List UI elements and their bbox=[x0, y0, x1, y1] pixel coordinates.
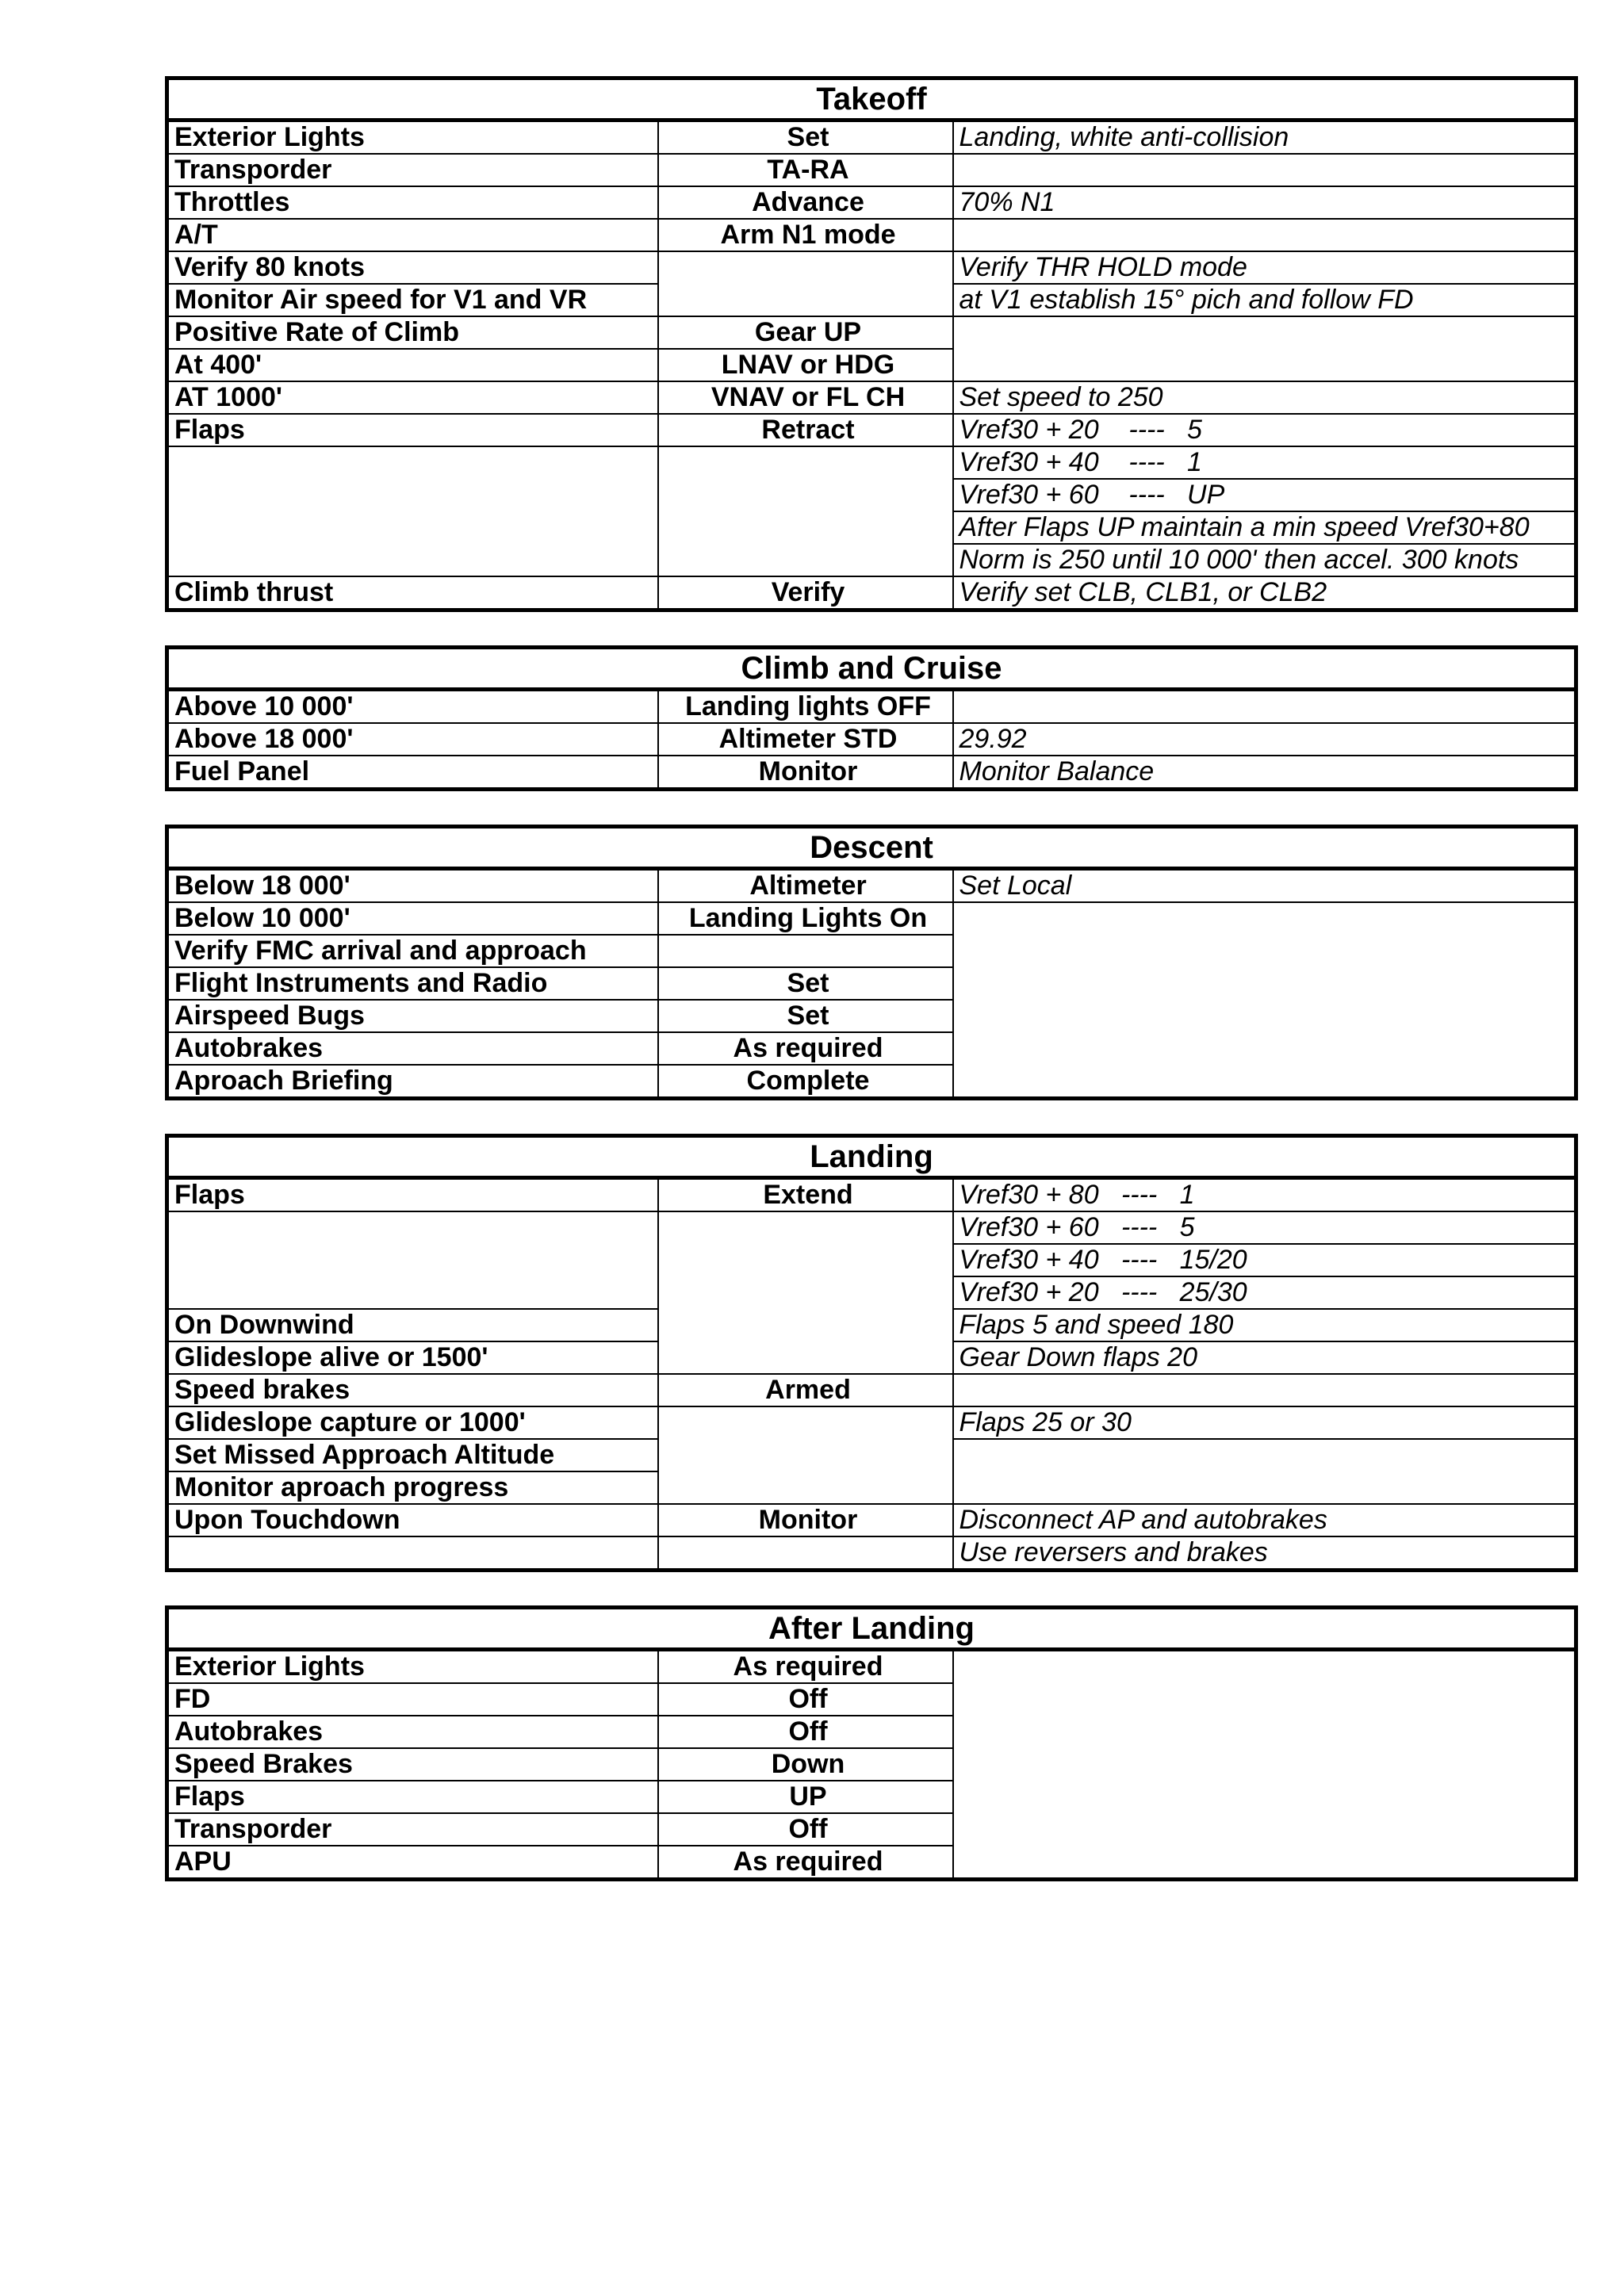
note-cell bbox=[953, 219, 1576, 251]
table-row bbox=[167, 446, 1576, 479]
section-title: Takeoff bbox=[167, 78, 1576, 121]
action-cell: Landing lights OFF bbox=[658, 690, 953, 724]
note-cell bbox=[953, 1439, 1576, 1504]
item-cell: At 400' bbox=[167, 349, 658, 381]
action-cell: Armed bbox=[658, 1374, 953, 1406]
action-cell: Landing Lights On bbox=[658, 902, 953, 935]
item-cell bbox=[167, 1211, 658, 1309]
action-cell: Advance bbox=[658, 186, 953, 219]
item-cell bbox=[167, 1536, 658, 1571]
action-cell: Verify bbox=[658, 576, 953, 610]
note-cell: Verify set CLB, CLB1, or CLB2 bbox=[953, 576, 1576, 610]
note-cell: Vref30 + 80 ---- 1 bbox=[953, 1178, 1576, 1212]
note-cell: Vref30 + 40 ---- 15/20 bbox=[953, 1244, 1576, 1276]
table-row bbox=[167, 723, 1576, 756]
item-cell: Flaps bbox=[167, 1178, 658, 1212]
note-cell bbox=[953, 902, 1576, 1099]
table-row bbox=[167, 186, 1576, 219]
item-cell: Speed Brakes bbox=[167, 1748, 658, 1781]
table-row bbox=[167, 381, 1576, 414]
note-cell: 29.92 bbox=[953, 723, 1576, 756]
note-cell: Set speed to 250 bbox=[953, 381, 1576, 414]
table-row bbox=[167, 1374, 1576, 1406]
note-cell: Vref30 + 60 ---- UP bbox=[953, 479, 1576, 511]
action-cell: Down bbox=[658, 1748, 953, 1781]
action-cell: Set bbox=[658, 1000, 953, 1032]
table-row bbox=[167, 869, 1576, 903]
table-row bbox=[167, 690, 1576, 724]
action-cell: Off bbox=[658, 1813, 953, 1846]
item-cell: Flight Instruments and Radio bbox=[167, 967, 658, 1000]
note-cell bbox=[953, 1650, 1576, 1880]
climb-cruise-table bbox=[165, 645, 1578, 791]
section-title: Climb and Cruise bbox=[167, 648, 1576, 690]
item-cell: Above 10 000' bbox=[167, 690, 658, 724]
item-cell: Monitor Air speed for V1 and VR bbox=[167, 284, 658, 316]
table-row bbox=[167, 1406, 1576, 1439]
action-cell: Gear UP bbox=[658, 316, 953, 349]
note-cell: Gear Down flaps 20 bbox=[953, 1341, 1576, 1374]
item-cell: Verify 80 knots bbox=[167, 251, 658, 284]
table-row bbox=[167, 121, 1576, 155]
item-cell: On Downwind bbox=[167, 1309, 658, 1341]
note-cell: Use reversers and brakes bbox=[953, 1536, 1576, 1571]
table-row bbox=[167, 756, 1576, 790]
landing-table bbox=[165, 1134, 1578, 1572]
item-cell: Exterior Lights bbox=[167, 1650, 658, 1684]
note-cell: 70% N1 bbox=[953, 186, 1576, 219]
item-cell: Positive Rate of Climb bbox=[167, 316, 658, 349]
item-cell: Flaps bbox=[167, 414, 658, 446]
note-cell: Vref30 + 60 ---- 5 bbox=[953, 1211, 1576, 1244]
action-cell bbox=[658, 1211, 953, 1374]
note-cell: Flaps 5 and speed 180 bbox=[953, 1309, 1576, 1341]
item-cell: Verify FMC arrival and approach bbox=[167, 935, 658, 967]
action-cell: VNAV or FL CH bbox=[658, 381, 953, 414]
action-cell: Altimeter bbox=[658, 869, 953, 903]
table-row bbox=[167, 902, 1576, 935]
item-cell: Exterior Lights bbox=[167, 121, 658, 155]
note-cell bbox=[953, 154, 1576, 186]
action-cell: Altimeter STD bbox=[658, 723, 953, 756]
action-cell bbox=[658, 446, 953, 576]
note-cell: Verify THR HOLD mode bbox=[953, 251, 1576, 284]
action-cell: Retract bbox=[658, 414, 953, 446]
note-cell: After Flaps UP maintain a min speed Vref30+80 bbox=[953, 511, 1576, 544]
item-cell: Fuel Panel bbox=[167, 756, 658, 790]
table-row bbox=[167, 576, 1576, 610]
action-cell: As required bbox=[658, 1846, 953, 1880]
section-title: Landing bbox=[167, 1136, 1576, 1178]
item-cell: Below 10 000' bbox=[167, 902, 658, 935]
action-cell: Complete bbox=[658, 1065, 953, 1099]
item-cell: Climb thrust bbox=[167, 576, 658, 610]
action-cell bbox=[658, 251, 953, 316]
note-cell: Vref30 + 20 ---- 5 bbox=[953, 414, 1576, 446]
table-row bbox=[167, 316, 1576, 349]
note-cell bbox=[953, 1374, 1576, 1406]
item-cell: A/T bbox=[167, 219, 658, 251]
table-row bbox=[167, 1211, 1576, 1244]
item-cell: Transporder bbox=[167, 154, 658, 186]
item-cell bbox=[167, 446, 658, 576]
takeoff-table bbox=[165, 76, 1578, 612]
item-cell: Speed brakes bbox=[167, 1374, 658, 1406]
item-cell: Below 18 000' bbox=[167, 869, 658, 903]
note-cell: Landing, white anti-collision bbox=[953, 121, 1576, 155]
table-row bbox=[167, 219, 1576, 251]
action-cell: TA-RA bbox=[658, 154, 953, 186]
note-cell: Set Local bbox=[953, 869, 1576, 903]
action-cell: Set bbox=[658, 967, 953, 1000]
note-cell: Vref30 + 20 ---- 25/30 bbox=[953, 1276, 1576, 1309]
action-cell: Extend bbox=[658, 1178, 953, 1212]
note-cell: at V1 establish 15° pich and follow FD bbox=[953, 284, 1576, 316]
item-cell: AT 1000' bbox=[167, 381, 658, 414]
action-cell: As required bbox=[658, 1650, 953, 1684]
action-cell bbox=[658, 935, 953, 967]
action-cell: Monitor bbox=[658, 1504, 953, 1536]
item-cell: Throttles bbox=[167, 186, 658, 219]
item-cell: Airspeed Bugs bbox=[167, 1000, 658, 1032]
section-title: Descent bbox=[167, 827, 1576, 869]
item-cell: Autobrakes bbox=[167, 1032, 658, 1065]
action-cell bbox=[658, 1536, 953, 1571]
after-landing-table bbox=[165, 1605, 1578, 1881]
note-cell bbox=[953, 690, 1576, 724]
action-cell: LNAV or HDG bbox=[658, 349, 953, 381]
table-row bbox=[167, 154, 1576, 186]
item-cell: FD bbox=[167, 1683, 658, 1716]
action-cell: Set bbox=[658, 121, 953, 155]
item-cell: Flaps bbox=[167, 1781, 658, 1813]
action-cell: As required bbox=[658, 1032, 953, 1065]
table-row bbox=[167, 1650, 1576, 1684]
section-title: After Landing bbox=[167, 1608, 1576, 1650]
item-cell: Transporder bbox=[167, 1813, 658, 1846]
item-cell: Glideslope alive or 1500' bbox=[167, 1341, 658, 1374]
item-cell: Monitor aproach progress bbox=[167, 1471, 658, 1504]
action-cell: UP bbox=[658, 1781, 953, 1813]
note-cell bbox=[953, 316, 1576, 381]
action-cell: Off bbox=[658, 1683, 953, 1716]
table-row bbox=[167, 1536, 1576, 1571]
descent-table bbox=[165, 825, 1578, 1100]
table-row bbox=[167, 251, 1576, 284]
item-cell: Above 18 000' bbox=[167, 723, 658, 756]
note-cell: Norm is 250 until 10 000' then accel. 300 knots bbox=[953, 544, 1576, 576]
table-row bbox=[167, 414, 1576, 446]
action-cell: Monitor bbox=[658, 756, 953, 790]
item-cell: Aproach Briefing bbox=[167, 1065, 658, 1099]
item-cell: Set Missed Approach Altitude bbox=[167, 1439, 658, 1471]
item-cell: Autobrakes bbox=[167, 1716, 658, 1748]
action-cell: Off bbox=[658, 1716, 953, 1748]
item-cell: Glideslope capture or 1000' bbox=[167, 1406, 658, 1439]
action-cell bbox=[658, 1406, 953, 1504]
note-cell: Disconnect AP and autobrakes bbox=[953, 1504, 1576, 1536]
item-cell: Upon Touchdown bbox=[167, 1504, 658, 1536]
note-cell: Vref30 + 40 ---- 1 bbox=[953, 446, 1576, 479]
table-row bbox=[167, 1504, 1576, 1536]
note-cell: Monitor Balance bbox=[953, 756, 1576, 790]
note-cell: Flaps 25 or 30 bbox=[953, 1406, 1576, 1439]
action-cell: Arm N1 mode bbox=[658, 219, 953, 251]
item-cell: APU bbox=[167, 1846, 658, 1880]
table-row bbox=[167, 1178, 1576, 1212]
checklist-sheet bbox=[165, 76, 1574, 1881]
